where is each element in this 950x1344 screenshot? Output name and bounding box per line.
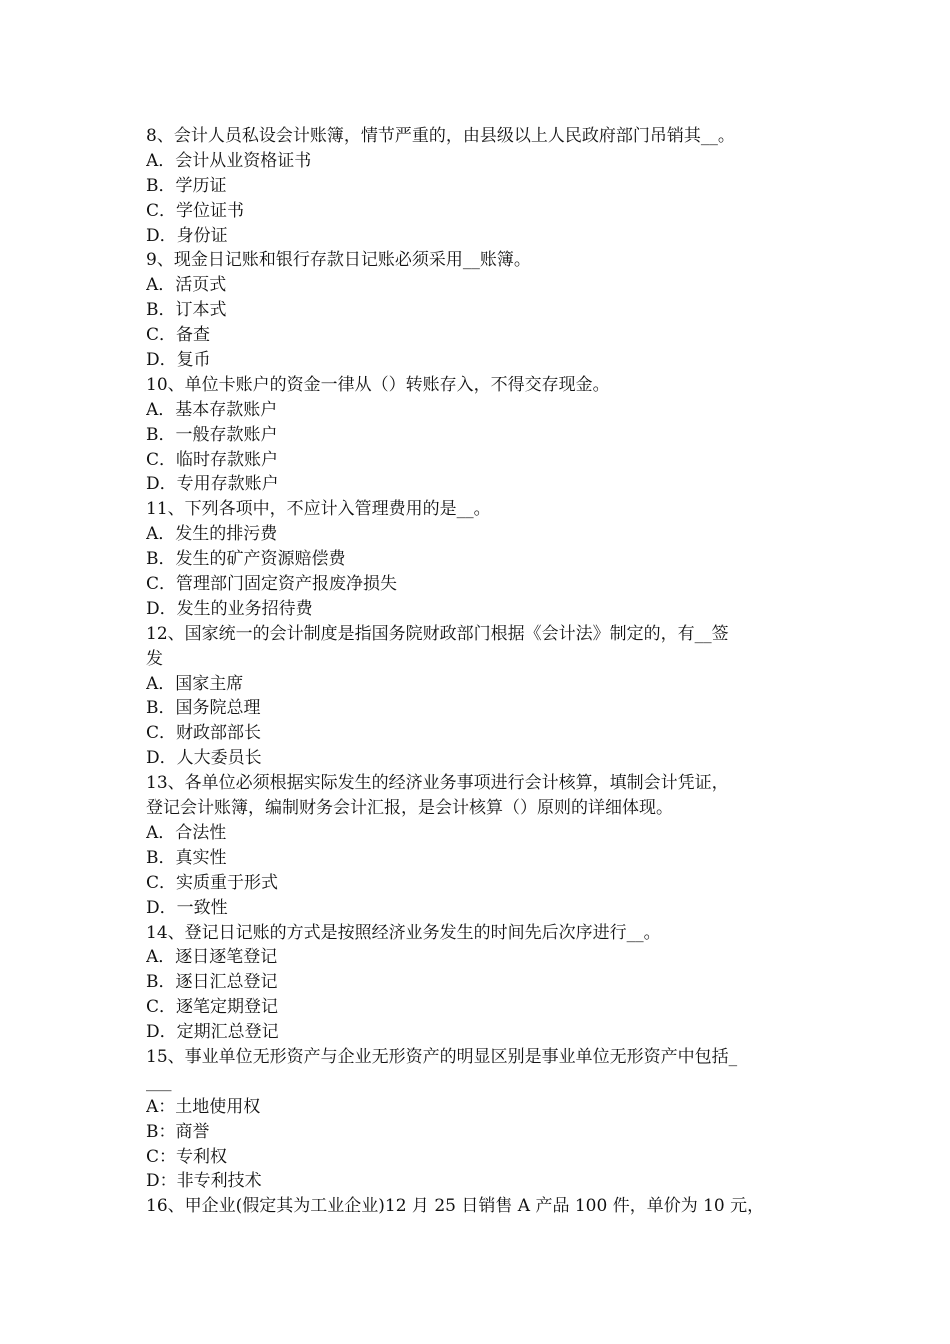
option-c: C．逐笔定期登记: [146, 997, 279, 1018]
question-9: 9、现金日记账和银行存款日记账必须采用__账簿。: [146, 250, 531, 271]
question-13: 13、各单位必须根据实际发生的经济业务事项进行会计核算，填制会计凭证，: [146, 773, 729, 794]
option-a: A：土地使用权: [146, 1096, 261, 1117]
option-d: D．一致性: [146, 897, 228, 918]
question-8: 8、会计人员私设会计账簿，情节严重的，由县级以上人民政府部门吊销其__。: [146, 126, 735, 146]
option-b: B．一般存款账户: [146, 424, 278, 445]
option-b: B：商誉: [146, 1121, 210, 1142]
option-a: A．基本存款账户: [146, 399, 278, 420]
option-c: C：专利权: [146, 1146, 228, 1167]
option-c: C．学位证书: [146, 200, 245, 221]
option-c: C．临时存款账户: [146, 449, 279, 470]
option-b: B．学历证: [146, 175, 227, 196]
question-12-continued: 发: [146, 648, 163, 669]
option-a: A．发生的排污费: [146, 524, 278, 545]
question-14: 14、登记日记账的方式是按照经济业务发生的时间先后次序进行__。: [146, 922, 661, 943]
question-12: 12、国家统一的会计制度是指国务院财政部门根据《会计法》制定的，有__签: [146, 623, 729, 644]
option-c: C．备查: [146, 325, 211, 346]
option-d: D．身份证: [146, 225, 228, 246]
question-13-continued: 登记会计账簿，编制财务会计汇报，是会计核算（）原则的详细体现。: [146, 798, 673, 819]
question-15-continued: ___: [146, 1071, 172, 1092]
option-b: B．国务院总理: [146, 698, 261, 719]
option-b: B．发生的矿产资源赔偿费: [146, 549, 346, 570]
option-b: B．真实性: [146, 847, 227, 868]
question-16: 16、甲企业(假定其为工业企业)12 月 25 日销售 A 产品 100 件，单价为 10 元，: [146, 1196, 765, 1217]
option-d: D：非专利技术: [146, 1171, 262, 1192]
option-a: A．国家主席: [146, 673, 244, 694]
option-c: C．实质重于形式: [146, 872, 279, 893]
option-d: D．发生的业务招待费: [146, 598, 313, 619]
option-d: D．定期汇总登记: [146, 1022, 279, 1043]
option-b: B．逐日汇总登记: [146, 972, 278, 993]
question-15: 15、事业单位无形资产与企业无形资产的明显区别是事业单位无形资产中包括_: [146, 1046, 738, 1067]
option-a: A．活页式: [146, 275, 227, 296]
option-c: C．管理部门固定资产报废净损失: [146, 574, 398, 595]
option-d: D．人大委员长: [146, 748, 262, 769]
option-d: D．专用存款账户: [146, 474, 279, 495]
option-a: A．逐日逐笔登记: [146, 947, 278, 968]
question-10: 10、单位卡账户的资金一律从（）转账存入，不得交存现金。: [146, 374, 610, 395]
question-11: 11、下列各项中，不应计入管理费用的是__。: [146, 499, 491, 520]
option-c: C．财政部部长: [146, 723, 262, 744]
option-a: A．会计从业资格证书: [146, 150, 312, 171]
option-d: D．复币: [146, 350, 211, 371]
option-a: A．合法性: [146, 822, 227, 843]
option-b: B．订本式: [146, 300, 227, 321]
document-body: [146, 124, 810, 1219]
